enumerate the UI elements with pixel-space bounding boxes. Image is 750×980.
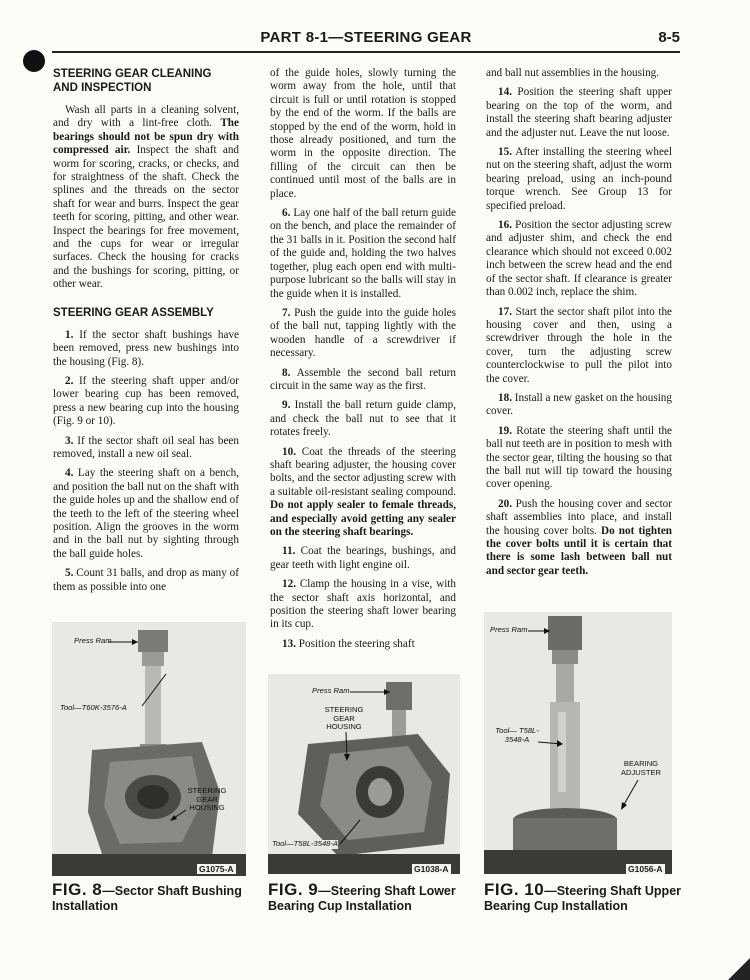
step-4: 4. Lay the steering shaft on a bench, and position the ball nut on the shaft with the guide holes up and the shallow end of the teeth to the left of the steering wheel position. Align the grooves in the worm and in the ball nut by sighting through the ball guide holes. — [53, 467, 239, 560]
step-7: 7. Push the guide into the guide holes of the ball nut, tapping lightly with the wooden handle of a screwdriver if necessary. — [270, 306, 457, 360]
page-header — [52, 25, 680, 53]
fig9-label-press-ram: Press Ram — [312, 686, 350, 695]
fig9-id: G1038-A — [414, 864, 449, 874]
step-8: 8. Assemble the second ball return circuit in the same way as the first. — [270, 366, 457, 392]
fig9-tool-arrow — [338, 818, 362, 846]
fig8-label-tool: Tool—T60K-3576-A — [60, 703, 127, 712]
step-13: 13. Position the steering shaft — [282, 637, 415, 650]
header-title: PART 8-1—STEERING GEAR — [260, 29, 472, 46]
margin-bullet — [23, 50, 45, 72]
heading-cleaning: STEERING GEAR CLEANING AND INSPECTION — [53, 68, 212, 94]
fig10-label-press-ram: Press Ram — [490, 625, 528, 634]
step-6: 6. Lay one half of the ball return guide on the bench, and place the remainder of the 31 balls in it. Position the second half of the guide and, holding the two halves together, plug each open end with multi-purpose lubricant so the balls will stay in the guide when it is installed. — [270, 207, 456, 300]
step-1: 1. If the sector shaft bushings have been removed, press new bushings into the housing (Fig. 8). — [53, 328, 240, 368]
step-15: 15. After installing the steering wheel nut on the steering shaft, adjust the worm bearing preload, using an inch-pound torque wrench. See Group 13 for specified preload. — [486, 146, 672, 212]
fig8-tool-arrow — [140, 672, 168, 708]
fig8-label-press-ram: Press Ram — [74, 636, 112, 645]
step-9: 9. Install the ball return guide clamp, and check the ball nut to see that it rotates freely. — [270, 399, 456, 439]
fig10-adjuster-arrow — [618, 778, 642, 812]
fig10-tool-arrow — [538, 738, 564, 748]
column-1 — [53, 67, 239, 600]
fig9-press-ram-arrow — [350, 688, 392, 698]
fig10-id: G1056-A — [628, 864, 663, 874]
step-16: 16. Position the sector adjusting screw and adjuster shim, and check the end clearance which should not exceed 0.002 inch between the screw head and the end of the sector shaft. If clearance is greater than 0.002 inch, replace the shim. — [486, 219, 673, 299]
step-13-continued: and ball nut assemblies in the housing. — [486, 67, 660, 79]
page-corner-mark — [728, 958, 750, 980]
step-12: 12. Clamp the housing in a vise, with the sector shaft axis horizontal, and position the steering shaft lower bearing in its cup. — [270, 578, 457, 631]
fig8-id: G1075-A — [199, 864, 234, 874]
step-20: 20. Push the housing cover and sector shaft assemblies into place, and install the housing cover bolts. Do not tighten the cover bolts until it is certain that there is some lash between ball nut and sector gear teeth. — [486, 497, 673, 577]
fig8-press-ram-arrow — [108, 638, 140, 648]
column-3 — [486, 67, 672, 584]
fig10-caption: FIG. 10—Steering Shaft Upper Bearing Cup Installation — [484, 880, 682, 913]
column-2 — [270, 67, 456, 657]
step-17: 17. Start the sector shaft pilot into the housing cover and then, using a screwdriver through the hole in the cover, turn the adjusting screw counterclockwise to pull the pilot into the cover. — [486, 305, 673, 385]
figure-8-illustration — [52, 622, 246, 876]
figure-8-photo — [52, 622, 246, 876]
step-19: 19. Rotate the steering shaft until the ball nut teeth are in position to mesh with the sector gear, tilting the housing so that the ball nut will tip toward the housing cover opening. — [486, 424, 673, 491]
fig9-label-housing: STEERING GEAR HOUSING — [324, 705, 364, 732]
fig10-press-ram-arrow — [528, 627, 552, 637]
step-14: 14. Position the steering shaft upper bearing on the top of the worm, and install the steering shaft bearing adjuster and the adjuster nut. Leave the nut loose. — [486, 86, 672, 139]
step-11: 11. Coat the bearings, bushings, and gear teeth with light engine oil. — [270, 545, 456, 571]
step-10: 10. Coat the threads of the steering shaft bearing adjuster, the housing cover bolts, and the sector adjusting screw with a suitable oil-resistant sealing compound. Do not apply sealer to female threads, and especially avoid getting any sealer on the steering shaft bearings. — [270, 445, 456, 538]
fig9-caption: FIG. 9—Steering Shaft Lower Bearing Cup Installation — [268, 880, 456, 913]
fig8-caption: FIG. 8—Sector Shaft Bushing Installation — [52, 880, 242, 913]
step-18: 18. Install a new gasket on the housing cover. — [486, 391, 672, 418]
fig10-label-tool: Tool— T58L-3548-A — [495, 726, 539, 744]
fig8-label-housing: STEERING GEAR HOUSING — [187, 786, 227, 813]
step-3: 3. If the sector shaft oil seal has been removed, install a new oil seal. — [53, 434, 239, 460]
fig8-housing-arrow — [168, 808, 188, 822]
fig10-label-adjuster: BEARING ADJUSTER — [620, 759, 662, 777]
heading-assembly: STEERING GEAR ASSEMBLY — [53, 306, 214, 319]
fig9-label-tool: Tool—T58L-3548-A — [272, 839, 338, 848]
step-2: 2. If the steering shaft upper and/or lower bearing cup has been removed, press a new bearing cup into the housing (Fig. 9 or 10). — [53, 374, 239, 428]
paragraph-cleaning: Wash all parts in a cleaning solvent, and dry with a lint-free cloth. The bearings should not be spun dry with compressed air. Inspect the shaft and worm for scoring, cracks, or checks, and for straightness of the shaft. Check the splines and the threads on the sector shaft for wear and burrs. Inspect the gear teeth for scoring, pitting, and other wear. Inspect the bearings for free movement, and the cups for wear or irregular surfaces. Check the housing for cracks and the bushings for scoring, pitting, or other wear. — [53, 104, 240, 291]
fig9-housing-arrow — [342, 732, 352, 762]
step-5: 5. Count 31 balls, and drop as many of them as possible into one — [53, 567, 239, 593]
page-number: 8-5 — [658, 29, 680, 46]
step-5-continued: of the guide holes, slowly turning the worm away from the hole, until that circuit is full or until rotation is stopped by the end of the worm. If the balls are stopped by the end of the worm, hold in those already positioned, and turn the worm in the opposite direction. The filling of the circuit can then be continued until most of the balls are in place. — [270, 67, 456, 200]
